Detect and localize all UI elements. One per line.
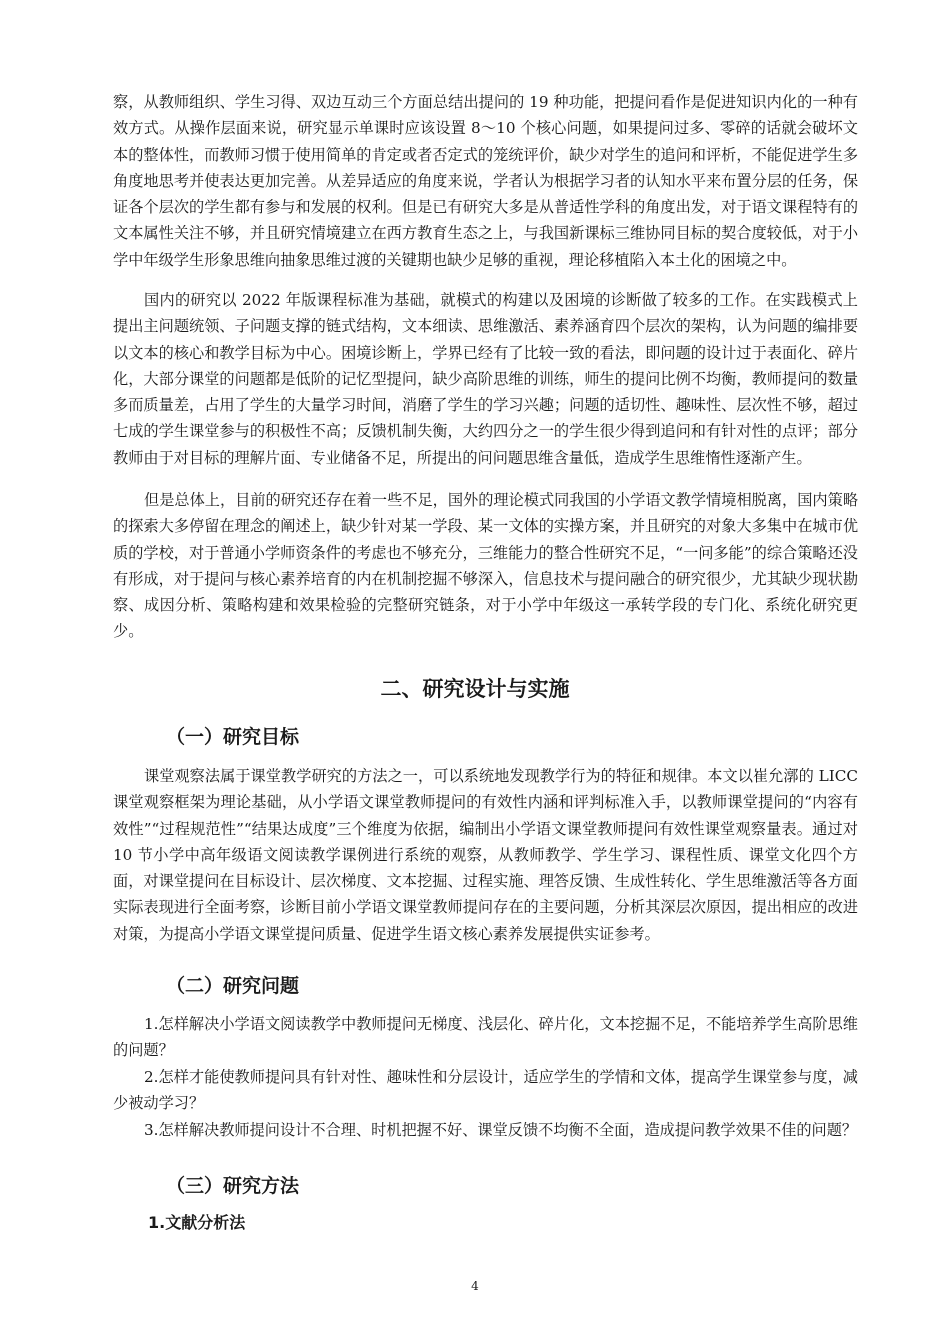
body-paragraph-2: 国内的研究以 2022 年版课程标准为基础，就模式的构建以及困境的诊断做了较多的工作。在实践模式上提出主问题统领、子问题支撑的链式结构，文本细读、思维激活、素养涵育四个层次的架构，认为问题的编排要以文本的核心和教学目标为中心。困境诊断上，学界已经有了比较一致的看法，即问题的设计过于表面化、碎片化，大部分课堂的问题都是低阶的记忆型提问，缺少高阶思维的训练，师生的提问比例不均衡，教师提问的数量多而质量差，占用了学生的大量学习时间，消磨了学生的学习兴趣；问题的适切性、趣味性、层次性不够，超过七成的学生课堂参与的积极性不高；反馈机制失衡，大约四分之一的学生很少得到追问和有针对性的点评；部分教师由于对目标的理解片面、专业储备不足，所提出的问问题思维含量低，造成学生思维惰性逐渐产生。 bbox=[113, 291, 858, 467]
subsection-heading-methods: （三）研究方法 bbox=[166, 1175, 300, 1197]
goals-paragraph: 课堂观察法属于课堂教学研究的方法之一，可以系统地发现教学行为的特征和规律。本文以崔允漷的 LICC 课堂观察框架为理论基础，从小学语文课堂教师提问的有效性内涵和评判标准入手，以教师课堂提问的“内容有效性”“过程规范性”“结果达成度”三个维度为依据，编制出小学语文课堂教师提问有效性课堂观察量表。通过对 10 节小学中高年级语文阅读教学课例进行系统的观察，从教师教学、学生学习、课程性质、课堂文化四个方面，对课堂提问在目标设计、层次梯度、文本挖掘、过程实施、理答反馈、生成性转化、学生思维激活等各方面实际表现进行全面考察，诊断目前小学语文课堂教师提问存在的主要问题，分析其深层次原因，提出相应的改进对策，为提高小学语文课堂提问质量、促进学生语文核心素养发展提供实证参考。 bbox=[113, 767, 858, 943]
subsection-heading-questions: （二）研究问题 bbox=[166, 975, 300, 997]
subsection-heading-goals: （一）研究目标 bbox=[166, 726, 300, 748]
research-question-3: 3.怎样解决教师提问设计不合理、时机把握不好、课堂反馈不均衡不全面，造成提问教学效果不佳的问题？ bbox=[144, 1121, 858, 1139]
section-heading: 二、研究设计与实施 bbox=[380, 677, 570, 701]
research-question-2: 2.怎样才能使教师提问具有针对性、趣味性和分层设计，适应学生的学情和文体，提高学生课堂参与度，减少被动学习？ bbox=[113, 1068, 858, 1113]
method-heading-literature: 1.文献分析法 bbox=[148, 1213, 246, 1232]
body-paragraph-1: 察，从教师组织、学生习得、双边互动三个方面总结出提问的 19 种功能，把提问看作是促进知识内化的一种有效方式。从操作层面来说，研究显示单课时应该设置 8～10 个核心问题，如果提问过多、零碎的话就会破坏文本的整体性，而教师习惯于使用简单的肯定或者否定式的笼统评价，缺少对学生的追问和评析，不能促进学生多角度地思考并使表达更加完善。从差异适应的角度来说，学者认为根据学习者的认知水平来布置分层的任务，保证各个层次的学生都有参与和发展的权利。但是已有研究大多是从普适性学科的角度出发，对于语文课程特有的文本属性关注不够，并且研究情境建立在西方教育生态之上，与我国新课标三维协同目标的契合度较低，对于小学中年级学生形象思维向抽象思维过渡的关键期也缺少足够的重视，理论移植陷入本土化的困境之中。 bbox=[113, 93, 858, 269]
body-paragraph-3: 但是总体上，目前的研究还存在着一些不足，国外的理论模式同我国的小学语文教学情境相脱离，国内策略的探索大多停留在理念的阐述上，缺少针对某一学段、某一文体的实操方案，并且研究的对象大多集中在城市优质的学校，对于普通小学师资条件的考虑也不够充分，三维能力的整合性研究不足，“一问多能”的综合策略还没有形成，对于提问与核心素养培育的内在机制挖掘不够深入，信息技术与提问融合的研究很少，尤其缺少现状勘察、成因分析、策略构建和效果检验的完整研究链条，对于小学中年级这一承转学段的专门化、系统化研究更少。 bbox=[113, 491, 858, 641]
page-number: 4 bbox=[471, 1279, 479, 1293]
research-question-1: 1.怎样解决小学语文阅读教学中教师提问无梯度、浅层化、碎片化，文本挖掘不足，不能培养学生高阶思维的问题？ bbox=[113, 1015, 858, 1060]
